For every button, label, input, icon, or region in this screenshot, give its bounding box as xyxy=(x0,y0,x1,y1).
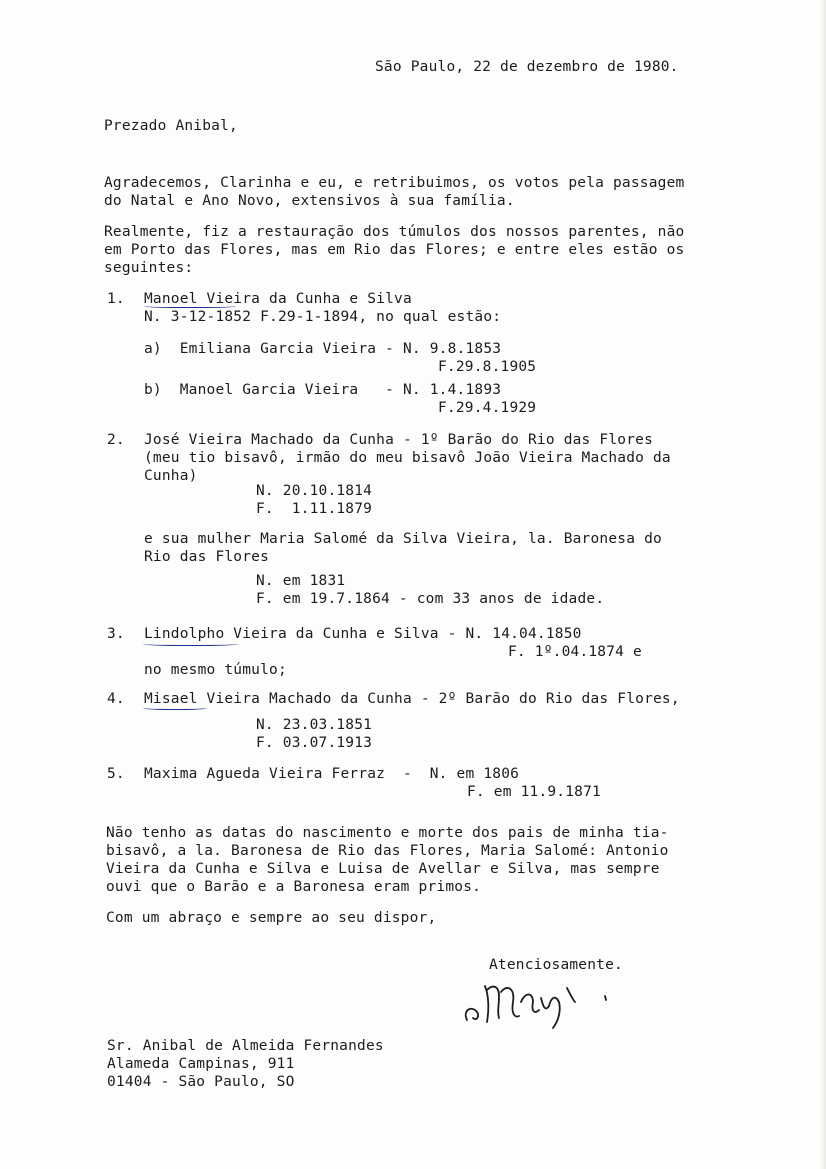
item-line: e sua mulher Maria Salomé da Silva Vieira, la. Baronesa do xyxy=(144,531,662,547)
sub-item: b) Manoel Garcia Vieira - N. 1.4.1893 xyxy=(144,382,502,398)
address-line: Alameda Campinas, 911 xyxy=(107,1056,295,1072)
item-date: F. em 11.9.1871 xyxy=(467,784,601,800)
paragraph-line: Realmente, fiz a restauração dos túmulos dos nossos parentes, não xyxy=(104,224,685,240)
item-number: 5. xyxy=(107,766,125,782)
paragraph-line: bisavô, a la. Baronesa de Rio das Flores, Maria Salomé: Antonio xyxy=(106,843,669,859)
sub-item: a) Emiliana Garcia Vieira - N. 9.8.1853 xyxy=(144,341,502,357)
paragraph-line: seguintes: xyxy=(104,260,194,276)
paragraph-line: Não tenho as datas do nascimento e morte dos pais de minha tia- xyxy=(106,825,669,841)
item-line: Rio das Flores xyxy=(144,549,270,565)
item-line: no mesmo túmulo; xyxy=(144,662,287,678)
pen-underline xyxy=(143,705,207,710)
sub-item-date: F.29.4.1929 xyxy=(438,400,537,416)
item-number: 3. xyxy=(107,626,125,642)
item-number: 1. xyxy=(107,291,125,307)
paragraph-line: em Porto das Flores, mas em Rio das Flores; e entre eles estão os xyxy=(104,242,685,258)
item-date: F. 1.11.1879 xyxy=(256,501,373,517)
item-line: Lindolpho Vieira da Cunha e Silva - N. 14.04.1850 xyxy=(144,626,582,642)
item-date: F. 1º.04.1874 e xyxy=(508,644,642,660)
date-line: São Paulo, 22 de dezembro de 1980. xyxy=(375,59,679,75)
sub-item-date: F.29.8.1905 xyxy=(438,359,537,375)
item-line: Maxima Agueda Vieira Ferraz - N. em 1806 xyxy=(144,766,520,782)
paragraph-line: Agradecemos, Clarinha e eu, e retribuimos, os votos pela passagem xyxy=(104,175,685,191)
item-number: 4. xyxy=(107,691,125,707)
item-line: Cunha) xyxy=(144,468,198,484)
handwritten-signature xyxy=(455,962,635,1032)
page-edge-shadow xyxy=(820,0,826,1169)
pen-underline xyxy=(143,641,238,646)
address-line: Sr. Anibal de Almeida Fernandes xyxy=(107,1038,384,1054)
item-line: (meu tio bisavô, irmão do meu bisavô João Vieira Machado da xyxy=(144,450,671,466)
item-date: F. em 19.7.1864 - com 33 anos de idade. xyxy=(256,591,605,607)
item-line: José Vieira Machado da Cunha - 1º Barão do Rio das Flores xyxy=(144,432,653,448)
item-line: Manoel Vieira da Cunha e Silva xyxy=(144,291,412,307)
item-line: Misael Vieira Machado da Cunha - 2º Barão do Rio das Flores, xyxy=(144,691,680,707)
item-number: 2. xyxy=(107,432,125,448)
salutation: Prezado Anibal, xyxy=(104,118,238,134)
item-date: N. em 1831 xyxy=(256,573,346,589)
paragraph-line: Vieira da Cunha e Silva e Luisa de Avellar e Silva, mas sempre xyxy=(106,861,660,877)
paragraph-line: do Natal e Ano Novo, extensivos à sua família. xyxy=(104,193,515,209)
paragraph-line: ouvi que o Barão e a Baronesa eram primos. xyxy=(106,879,482,895)
item-date: N. 20.10.1814 xyxy=(256,483,373,499)
address-line: 01404 - São Paulo, SO xyxy=(107,1074,295,1090)
item-line: N. 3-12-1852 F.29-1-1894, no qual estão: xyxy=(144,309,502,325)
item-date: F. 03.07.1913 xyxy=(256,735,373,751)
item-date: N. 23.03.1851 xyxy=(256,717,373,733)
signoff: Atenciosamente. xyxy=(489,957,623,973)
closing-line: Com um abraço e sempre ao seu dispor, xyxy=(106,910,437,926)
